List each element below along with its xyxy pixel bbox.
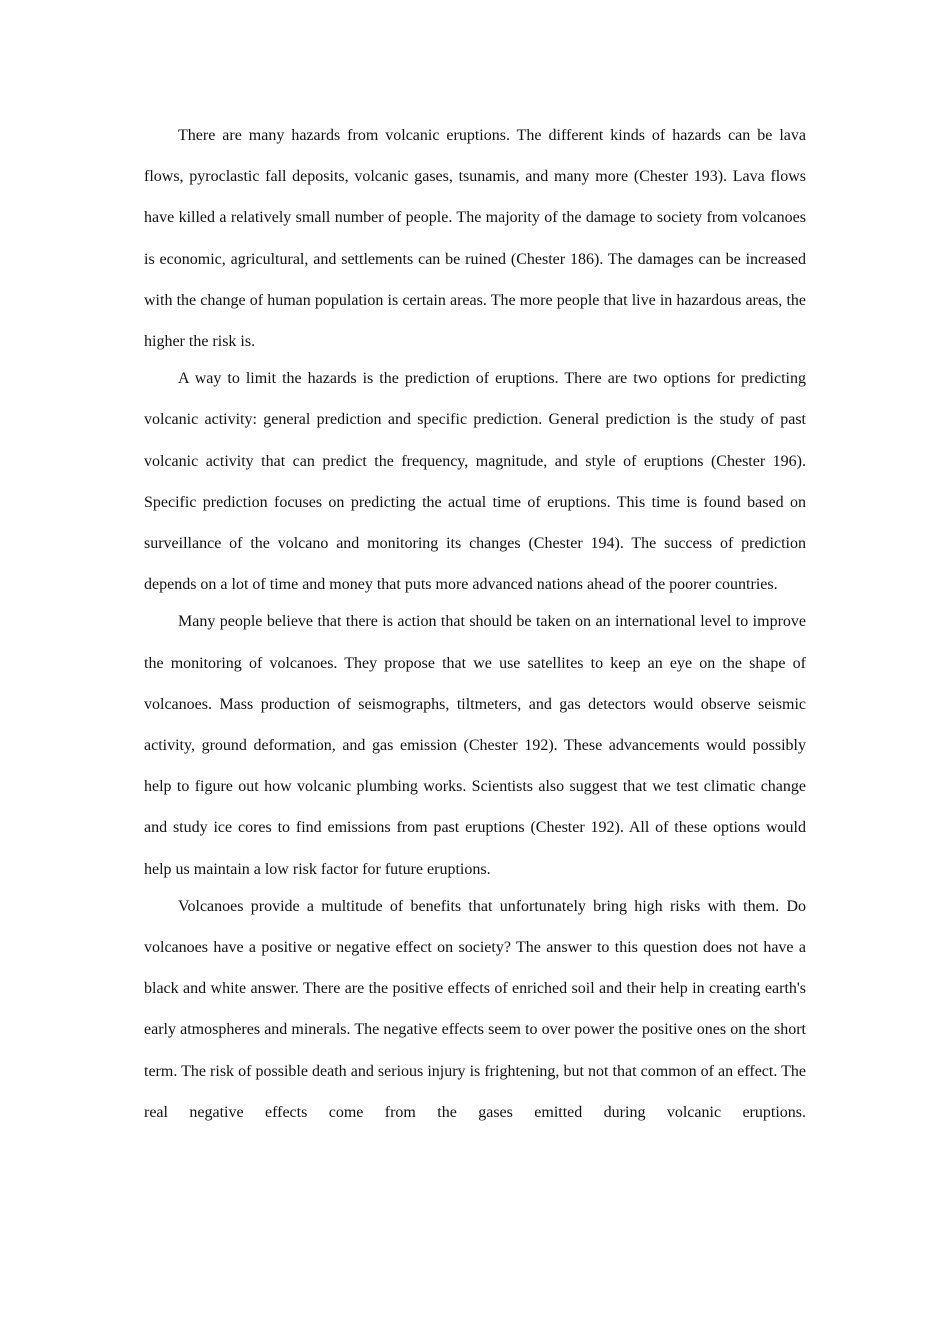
- paragraph-volcano-effects: Volcanoes provide a multitude of benefits that unfortunately bring high risks with them. Do volcanoes have a positive or negative effect on society? The answer to this question does not have a black and white answer. There are the positive effects of enriched soil and their help in creating earth's early atmospheres and minerals. The negative effects seem to over power the positive ones on the short term. The risk of possible death and serious injury is frightening, but not that common of an effect. The real negative effects come from the gases emitted during volcanic eruptions.: [144, 897, 806, 1121]
- document-page: [144, 115, 806, 1133]
- paragraph-volcanic-hazards: There are many hazards from volcanic eruptions. The different kinds of hazards can be lava flows, pyroclastic fall deposits, volcanic gases, tsunamis, and many more (Chester 193). Lava flows have killed a relatively small number of people. The majority of the damage to society from volcanoes is economic, agricultural, and settlements can be ruined (Chester 186). The damages can be increased with the change of human population is certain areas. The more people that live in hazardous areas, the higher the risk is.: [144, 127, 806, 351]
- paragraph-eruption-prediction: A way to limit the hazards is the prediction of eruptions. There are two options for predicting volcanic activity: general prediction and specific prediction. General prediction is the study of past volcanic activity that can predict the frequency, magnitude, and style of eruptions (Chester 196). Specific prediction focuses on predicting the actual time of eruptions. This time is found based on surveillance of the volcano and monitoring its changes (Chester 194). The success of prediction depends on a lot of time and money that puts more advanced nations ahead of the poorer countries.: [144, 370, 806, 594]
- paragraph-international-monitoring: Many people believe that there is action that should be taken on an international level to improve the monitoring of volcanoes. They propose that we use satellites to keep an eye on the shape of volcanoes. Mass production of seismographs, tiltmeters, and gas detectors would observe seismic activity, ground deformation, and gas emission (Chester 192). These advancements would possibly help to figure out how volcanic plumbing works. Scientists also suggest that we test climatic change and study ice cores to find emissions from past eruptions (Chester 192). All of these options would help us maintain a low risk factor for future eruptions.: [144, 613, 806, 878]
